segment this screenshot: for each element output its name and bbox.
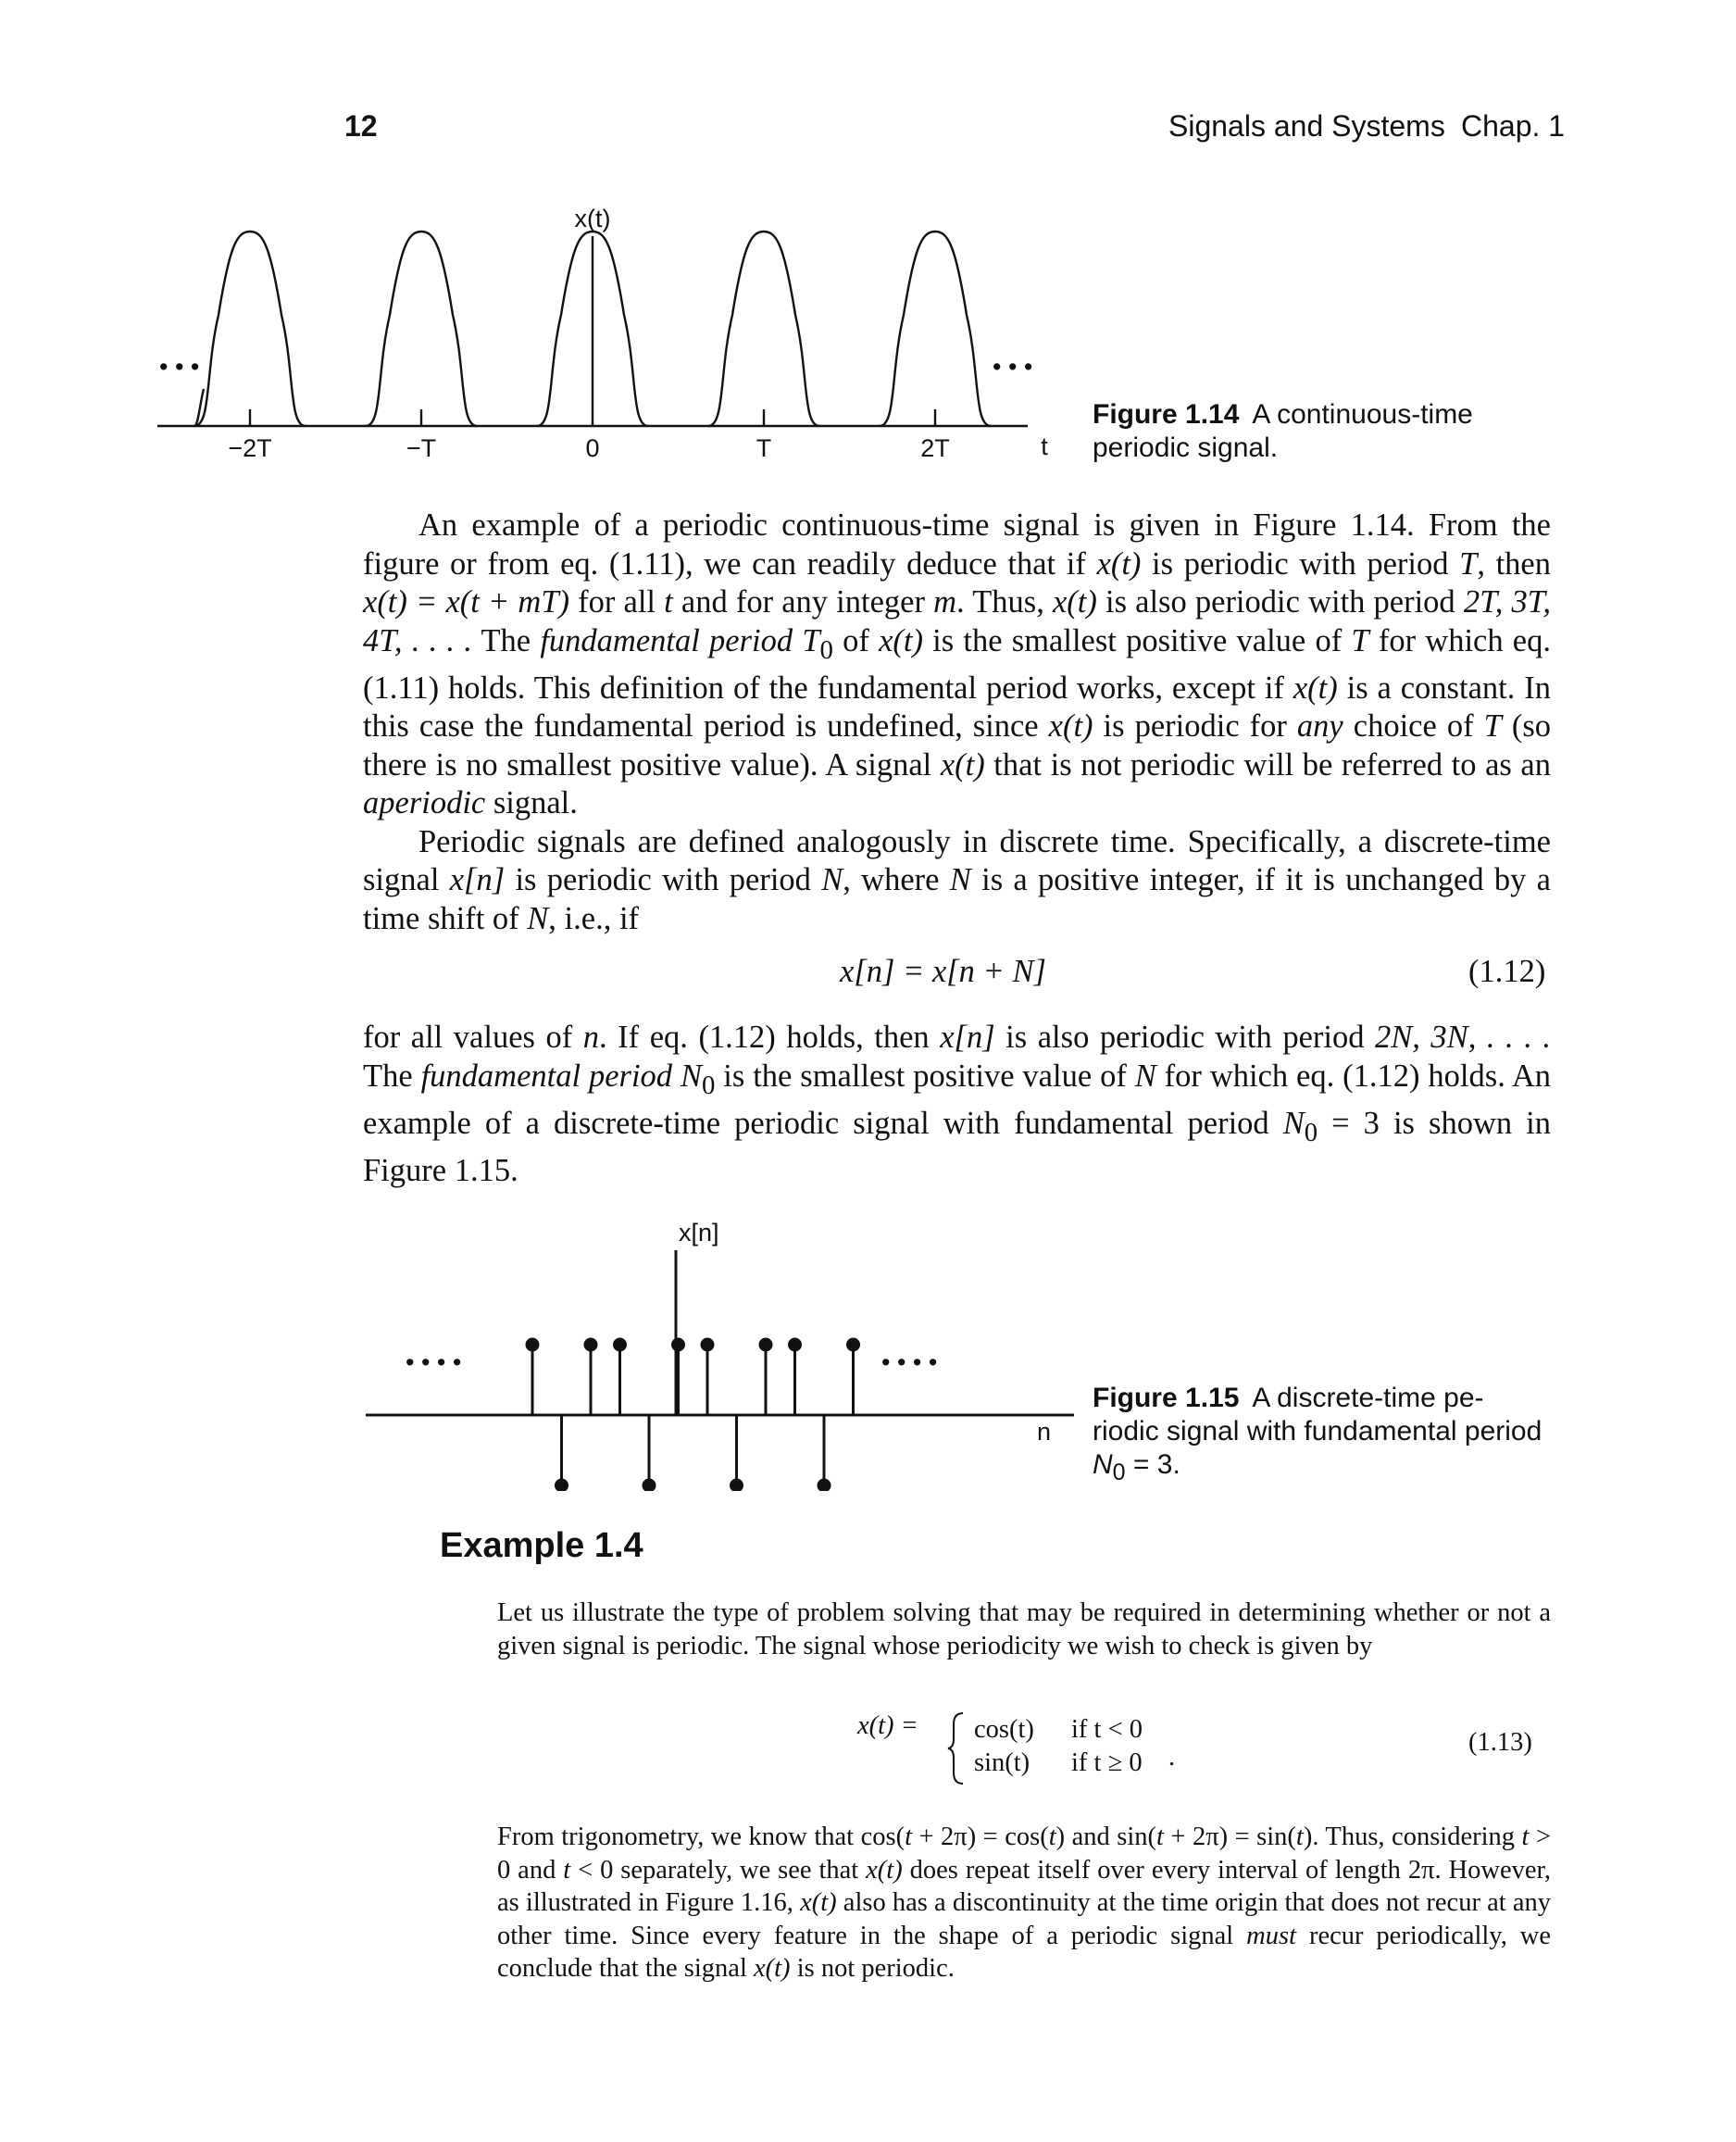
chapter-label: Chap. 1 — [1461, 109, 1566, 143]
tick-label: 2T — [920, 434, 950, 462]
y-axis-label: x(t) — [574, 205, 611, 232]
example-paragraph-1: Let us illustrate the type of problem solving that may be required in determining whether or not a given signal is periodic. The signal whose periodicity we wish to check is given by — [497, 1598, 1551, 1660]
sample-point — [790, 1339, 801, 1350]
figure-number: Figure 1.15 — [1093, 1383, 1240, 1413]
periodic-pulse — [366, 232, 477, 426]
tick-label: −T — [406, 434, 437, 462]
equation-period: . — [1168, 1743, 1176, 1772]
x-axis-label: n — [1037, 1418, 1052, 1446]
sample-point — [848, 1339, 859, 1350]
sample-point — [760, 1339, 771, 1350]
equation-1-13-number: (1.13) — [1468, 1728, 1532, 1757]
figure-1-14-continuous-periodic-signal — [139, 199, 1065, 468]
figure-1-15-discrete-periodic-signal — [352, 1213, 1074, 1491]
sample-point — [615, 1339, 626, 1350]
case-2-condition: if t ≥ 0 — [1071, 1748, 1143, 1777]
paragraph-3: for all values of n. If eq. (1.12) holds, then x[n] is also periodic with period 2N, 3N, . . . . The fundamental period $N_0$ is the smallest positive value of N for which eq. (1.12) holds. An example of a discrete-time periodic signal with fundamental period $N_0 = 3$ is shown in Figure 1.15. — [363, 1020, 1552, 1189]
sample-point — [585, 1339, 596, 1350]
left-brace — [946, 1711, 967, 1785]
left-ellipsis: • • • • — [406, 1348, 462, 1376]
equation-1-12-number: (1.12) — [1468, 954, 1546, 989]
sample-point — [702, 1339, 713, 1350]
sample-point — [527, 1339, 538, 1350]
tick-label: −2T — [228, 434, 272, 462]
page-number: 12 — [344, 109, 378, 143]
periodic-pulse — [708, 232, 819, 426]
case-1-condition: if t < 0 — [1071, 1715, 1143, 1744]
paragraph-1: An example of a periodic continuous-time signal is given in Figure 1.14. From the figure or from eq. (1.11), we can readily deduce that if x(t) is periodic with period T, then x(t) = x(t + mT) for all t and for any integer m. Thus, x(t) is also periodic with period 2T, 3T, 4T, . . . . The fundamental period $T_0$ of x(t) is the smallest positive value of T for which eq. (1.11) holds. This definition of the fundamental period works, except if x(t) is a constant. In this case the fundamental period is undefined, since x(t) is periodic for any choice of T (so there is no smallest positive value). A signal x(t) that is not periodic will be referred to as an aperiodic signal. — [363, 507, 1551, 821]
equation-1-13-lhs: x(t) = — [857, 1711, 918, 1740]
x-axis-label: t — [1041, 432, 1048, 460]
right-ellipsis: • • • — [993, 353, 1033, 381]
tick-label: T — [756, 434, 772, 462]
sample-point — [643, 1480, 655, 1491]
figure-1-15-caption: Figure 1.15 A discrete-time pe- riodic signal with fundamental period $N_0 = 3$. — [1093, 1383, 1542, 1485]
figure-1-14-caption: Figure 1.14 A continuous-time periodic signal. — [1093, 399, 1473, 463]
equation-1-13-cases — [974, 1713, 1196, 1780]
periodic-pulse — [880, 232, 991, 426]
example-paragraph-2: From trigonometry, we know that cos(t + 2π) = cos(t) and sin(t + 2π) = sin(t). Thus, considering t > 0 and t < 0 separately, we see that x(t) does repeat itself over every interval of length 2π. However, as illustrated in Figure 1.16, x(t) also has a discontinuity at the time origin that does not recur at any other time. Since every feature in the shape of a periodic signal must recur periodically, we conclude that the signal x(t) is not periodic. — [497, 1823, 1551, 1983]
periodic-pulse — [194, 232, 306, 426]
body-text — [363, 507, 1551, 938]
paragraph-2: Periodic signals are defined analogously in discrete time. Specifically, a discrete-time signal x[n] is periodic with period N, where N is a positive integer, if it is unchanged by a time shift of N, i.e., if — [363, 823, 1551, 936]
case-2-expression: sin(t) — [974, 1748, 1030, 1777]
figure-number: Figure 1.14 — [1093, 399, 1240, 430]
sample-point — [556, 1480, 568, 1491]
sample-point — [731, 1480, 743, 1491]
equation-1-12: x[n] = x[n + N] — [840, 954, 1046, 989]
running-title: Signals and Systems — [1168, 109, 1445, 143]
sample-point — [818, 1480, 830, 1491]
example-heading: Example 1.4 — [440, 1526, 643, 1565]
left-ellipsis: • • • — [159, 353, 200, 381]
sample-point — [673, 1339, 684, 1350]
y-axis-label: x[n] — [679, 1219, 719, 1246]
tick-label: 0 — [585, 434, 600, 462]
case-1-expression: cos(t) — [974, 1715, 1034, 1744]
right-ellipsis: • • • • — [881, 1348, 938, 1376]
